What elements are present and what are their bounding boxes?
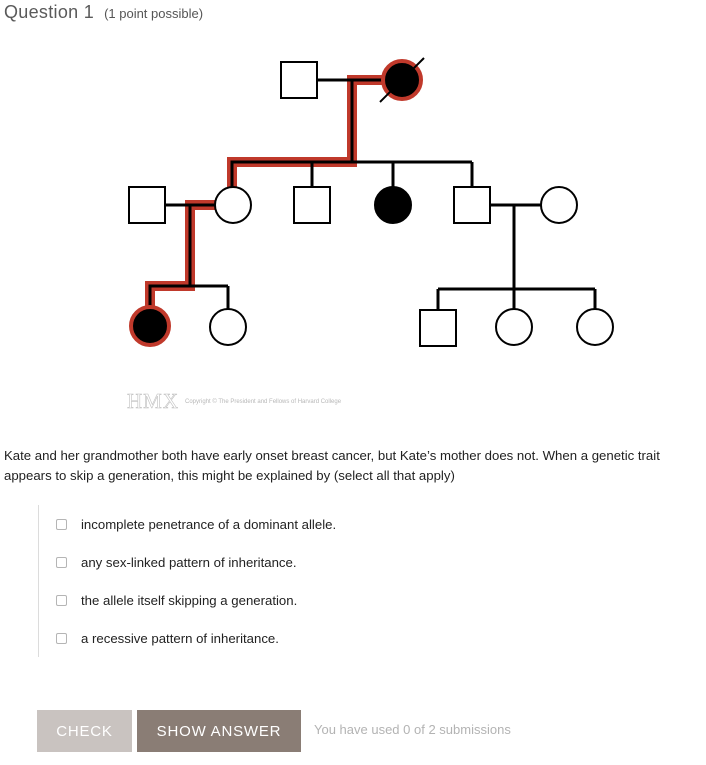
choice-item[interactable] <box>39 505 336 543</box>
choice-label: a recessive pattern of inheritance. <box>81 630 279 646</box>
choice-item[interactable] <box>39 543 336 581</box>
pedigree-chart <box>0 40 706 360</box>
choice-label: the allele itself skipping a generation. <box>81 592 298 608</box>
checkbox[interactable] <box>56 519 67 530</box>
cousin-circle-1 <box>496 309 532 345</box>
check-button[interactable]: CHECK <box>37 710 132 752</box>
father-square <box>129 187 165 223</box>
question-points: (1 point possible) <box>104 6 204 21</box>
choice-item[interactable] <box>39 581 336 619</box>
choice-list <box>38 505 336 657</box>
checkbox[interactable] <box>56 595 67 606</box>
pedigree-lines <box>150 80 595 310</box>
sister-circle <box>210 309 246 345</box>
mother-circle <box>215 187 251 223</box>
copyright-text: Copyright © The President and Fellows of Harvard College <box>185 398 342 405</box>
uncle2-square <box>454 187 490 223</box>
choice-item[interactable] <box>39 619 336 657</box>
inheritance-highlight-path <box>150 80 392 308</box>
hmx-logo: HMX <box>127 389 180 413</box>
watermark <box>127 389 341 414</box>
aunt-circle-affected <box>375 187 411 223</box>
question-header <box>4 2 203 26</box>
grandfather-square <box>281 62 317 98</box>
question-prompt: Kate and her grandmother both have early onset breast cancer, but Kate’s mother does not. When a genetic trait appears to skip a generation, this might be explained by (select all that apply) <box>4 448 660 483</box>
checkbox[interactable] <box>56 633 67 644</box>
cousin-square <box>420 310 456 346</box>
show-answer-button[interactable]: SHOW ANSWER <box>137 710 301 752</box>
checkbox[interactable] <box>56 557 67 568</box>
kate-circle-affected <box>131 307 169 345</box>
submissions-count: You have used 0 of 2 submissions <box>314 722 511 737</box>
uncle-square <box>294 187 330 223</box>
cousin-circle-2 <box>577 309 613 345</box>
aunt-in-law-circle <box>541 187 577 223</box>
choice-label: any sex-linked pattern of inheritance. <box>81 554 297 570</box>
choice-label: incomplete penetrance of a dominant allele. <box>81 516 337 532</box>
question-title: Question 1 <box>4 2 95 22</box>
